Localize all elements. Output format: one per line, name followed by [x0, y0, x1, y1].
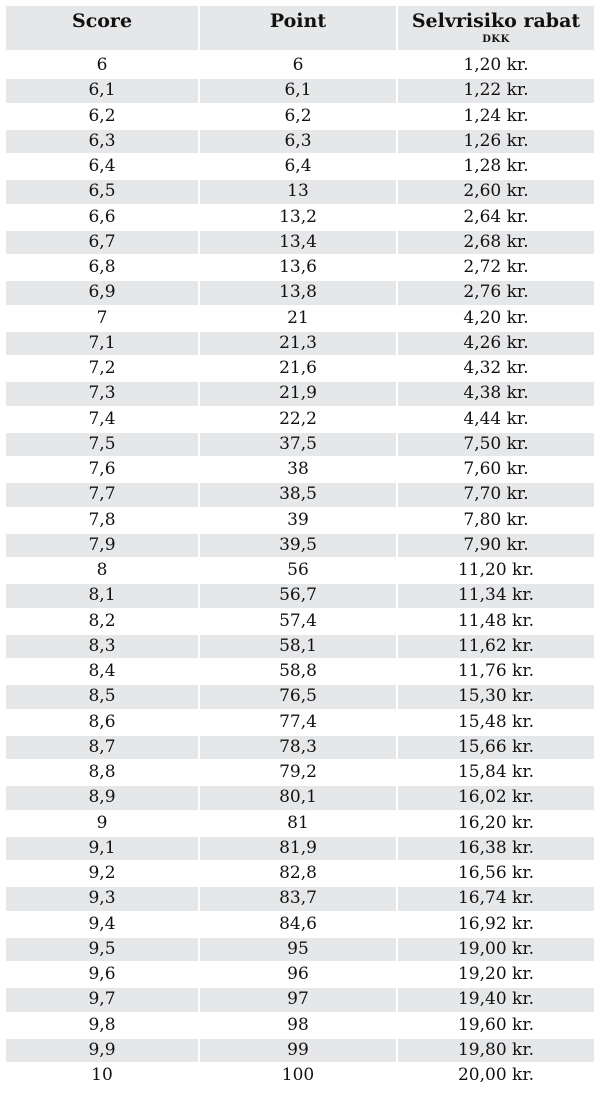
table-row [6, 736, 596, 761]
point-cell: 13,6 [200, 256, 396, 279]
table-row [6, 559, 596, 584]
score-cell: 9,7 [6, 988, 198, 1011]
table-row [6, 635, 596, 660]
table-row [6, 584, 596, 609]
point-cell: 98 [200, 1014, 396, 1037]
rabat-cell: 2,60 kr. [398, 180, 594, 203]
table-header-row [6, 6, 596, 52]
rabat-cell: 1,22 kr. [398, 79, 594, 102]
table-row [6, 963, 596, 988]
score-cell: 6,5 [6, 180, 198, 203]
score-cell: 6,4 [6, 155, 198, 178]
score-rabat-table [6, 6, 596, 1089]
table-row [6, 1014, 596, 1039]
point-cell: 76,5 [200, 685, 396, 708]
rabat-cell: 15,48 kr. [398, 711, 594, 734]
rabat-cell: 16,74 kr. [398, 887, 594, 910]
table-row [6, 382, 596, 407]
point-cell: 95 [200, 938, 396, 961]
point-cell: 22,2 [200, 408, 396, 431]
table-row [6, 231, 596, 256]
table-row [6, 256, 596, 281]
rabat-cell: 15,84 kr. [398, 761, 594, 784]
header-rabat [398, 6, 594, 50]
table-row [6, 761, 596, 786]
rabat-cell: 19,20 kr. [398, 963, 594, 986]
point-cell: 38,5 [200, 483, 396, 506]
rabat-cell: 19,80 kr. [398, 1039, 594, 1062]
table-row [6, 812, 596, 837]
header-point-label: Point [269, 10, 327, 32]
table-row [6, 155, 596, 180]
point-cell: 78,3 [200, 736, 396, 759]
table-row [6, 610, 596, 635]
score-cell: 6,1 [6, 79, 198, 102]
rabat-cell: 15,66 kr. [398, 736, 594, 759]
point-cell: 21,3 [200, 332, 396, 355]
point-cell: 83,7 [200, 887, 396, 910]
point-cell: 81,9 [200, 837, 396, 860]
point-cell: 21,6 [200, 357, 396, 380]
table-row [6, 307, 596, 332]
table-row [6, 938, 596, 963]
point-cell: 99 [200, 1039, 396, 1062]
score-cell: 8,8 [6, 761, 198, 784]
score-cell: 7,7 [6, 483, 198, 506]
point-cell: 13,4 [200, 231, 396, 254]
point-cell: 37,5 [200, 433, 396, 456]
rabat-cell: 16,56 kr. [398, 862, 594, 885]
rabat-cell: 16,02 kr. [398, 786, 594, 809]
score-cell: 6,6 [6, 206, 198, 229]
score-cell: 9,8 [6, 1014, 198, 1037]
table-body [6, 54, 596, 1089]
rabat-cell: 11,20 kr. [398, 559, 594, 582]
point-cell: 58,8 [200, 660, 396, 683]
rabat-cell: 1,26 kr. [398, 130, 594, 153]
point-cell: 56,7 [200, 584, 396, 607]
score-cell: 8,9 [6, 786, 198, 809]
rabat-cell: 11,62 kr. [398, 635, 594, 658]
score-cell: 8 [6, 559, 198, 582]
point-cell: 96 [200, 963, 396, 986]
point-cell: 56 [200, 559, 396, 582]
table-row [6, 862, 596, 887]
rabat-cell: 7,50 kr. [398, 433, 594, 456]
point-cell: 6,3 [200, 130, 396, 153]
score-cell: 8,2 [6, 610, 198, 633]
rabat-cell: 4,20 kr. [398, 307, 594, 330]
point-cell: 13,8 [200, 281, 396, 304]
point-cell: 82,8 [200, 862, 396, 885]
point-cell: 13,2 [200, 206, 396, 229]
table-row [6, 660, 596, 685]
score-cell: 8,4 [6, 660, 198, 683]
header-score [6, 6, 198, 50]
score-cell: 6 [6, 54, 198, 77]
score-cell: 7,2 [6, 357, 198, 380]
point-cell: 57,4 [200, 610, 396, 633]
score-cell: 9,5 [6, 938, 198, 961]
table-row [6, 332, 596, 357]
table-row [6, 54, 596, 79]
score-cell: 9,1 [6, 837, 198, 860]
point-cell: 79,2 [200, 761, 396, 784]
rabat-cell: 16,38 kr. [398, 837, 594, 860]
rabat-cell: 4,38 kr. [398, 382, 594, 405]
score-cell: 7,8 [6, 509, 198, 532]
score-cell: 7,4 [6, 408, 198, 431]
score-cell: 7,3 [6, 382, 198, 405]
point-cell: 6,2 [200, 105, 396, 128]
point-cell: 77,4 [200, 711, 396, 734]
table-row [6, 130, 596, 155]
rabat-cell: 1,24 kr. [398, 105, 594, 128]
header-rabat-currency: DKK [482, 34, 510, 45]
score-cell: 8,1 [6, 584, 198, 607]
score-cell: 9,4 [6, 913, 198, 936]
point-cell: 6,1 [200, 79, 396, 102]
rabat-cell: 7,60 kr. [398, 458, 594, 481]
rabat-cell: 19,40 kr. [398, 988, 594, 1011]
score-cell: 8,5 [6, 685, 198, 708]
point-cell: 6 [200, 54, 396, 77]
rabat-cell: 11,76 kr. [398, 660, 594, 683]
score-cell: 9 [6, 812, 198, 835]
score-cell: 9,3 [6, 887, 198, 910]
header-rabat-label: Selvrisiko rabat [411, 10, 581, 32]
rabat-cell: 2,76 kr. [398, 281, 594, 304]
score-cell: 7,1 [6, 332, 198, 355]
point-cell: 97 [200, 988, 396, 1011]
rabat-cell: 15,30 kr. [398, 685, 594, 708]
rabat-cell: 4,26 kr. [398, 332, 594, 355]
point-cell: 100 [200, 1064, 396, 1087]
table-row [6, 483, 596, 508]
rabat-cell: 1,28 kr. [398, 155, 594, 178]
table-row [6, 988, 596, 1013]
score-cell: 7,9 [6, 534, 198, 557]
point-cell: 39,5 [200, 534, 396, 557]
point-cell: 6,4 [200, 155, 396, 178]
rabat-cell: 2,64 kr. [398, 206, 594, 229]
table-row [6, 711, 596, 736]
point-cell: 84,6 [200, 913, 396, 936]
score-cell: 6,8 [6, 256, 198, 279]
point-cell: 81 [200, 812, 396, 835]
score-cell: 6,9 [6, 281, 198, 304]
rabat-cell: 11,34 kr. [398, 584, 594, 607]
header-score-label: Score [71, 10, 133, 32]
table-row [6, 433, 596, 458]
point-cell: 58,1 [200, 635, 396, 658]
score-cell: 9,6 [6, 963, 198, 986]
table-row [6, 357, 596, 382]
score-cell: 7,5 [6, 433, 198, 456]
score-cell: 9,2 [6, 862, 198, 885]
table-row [6, 913, 596, 938]
table-row [6, 1064, 596, 1089]
rabat-cell: 4,32 kr. [398, 357, 594, 380]
table-row [6, 281, 596, 306]
point-cell: 13 [200, 180, 396, 203]
rabat-cell: 7,70 kr. [398, 483, 594, 506]
table-row [6, 105, 596, 130]
score-cell: 10 [6, 1064, 198, 1087]
rabat-cell: 4,44 kr. [398, 408, 594, 431]
table-row [6, 408, 596, 433]
rabat-cell: 20,00 kr. [398, 1064, 594, 1087]
point-cell: 39 [200, 509, 396, 532]
rabat-cell: 7,90 kr. [398, 534, 594, 557]
rabat-cell: 16,20 kr. [398, 812, 594, 835]
rabat-cell: 2,68 kr. [398, 231, 594, 254]
table-row [6, 837, 596, 862]
score-cell: 7 [6, 307, 198, 330]
point-cell: 21 [200, 307, 396, 330]
score-cell: 6,7 [6, 231, 198, 254]
table-row [6, 79, 596, 104]
point-cell: 21,9 [200, 382, 396, 405]
rabat-cell: 16,92 kr. [398, 913, 594, 936]
score-cell: 8,6 [6, 711, 198, 734]
rabat-cell: 11,48 kr. [398, 610, 594, 633]
table-row [6, 685, 596, 710]
table-row [6, 458, 596, 483]
rabat-cell: 7,80 kr. [398, 509, 594, 532]
table-row [6, 534, 596, 559]
score-cell: 8,7 [6, 736, 198, 759]
score-cell: 6,3 [6, 130, 198, 153]
table-row [6, 180, 596, 205]
table-row [6, 509, 596, 534]
table-row [6, 887, 596, 912]
table-row [6, 206, 596, 231]
point-cell: 38 [200, 458, 396, 481]
table-row [6, 1039, 596, 1064]
point-cell: 80,1 [200, 786, 396, 809]
score-cell: 6,2 [6, 105, 198, 128]
rabat-cell: 19,00 kr. [398, 938, 594, 961]
rabat-cell: 19,60 kr. [398, 1014, 594, 1037]
rabat-cell: 2,72 kr. [398, 256, 594, 279]
header-point [200, 6, 396, 50]
score-cell: 7,6 [6, 458, 198, 481]
rabat-cell: 1,20 kr. [398, 54, 594, 77]
table-row [6, 786, 596, 811]
score-cell: 8,3 [6, 635, 198, 658]
score-cell: 9,9 [6, 1039, 198, 1062]
